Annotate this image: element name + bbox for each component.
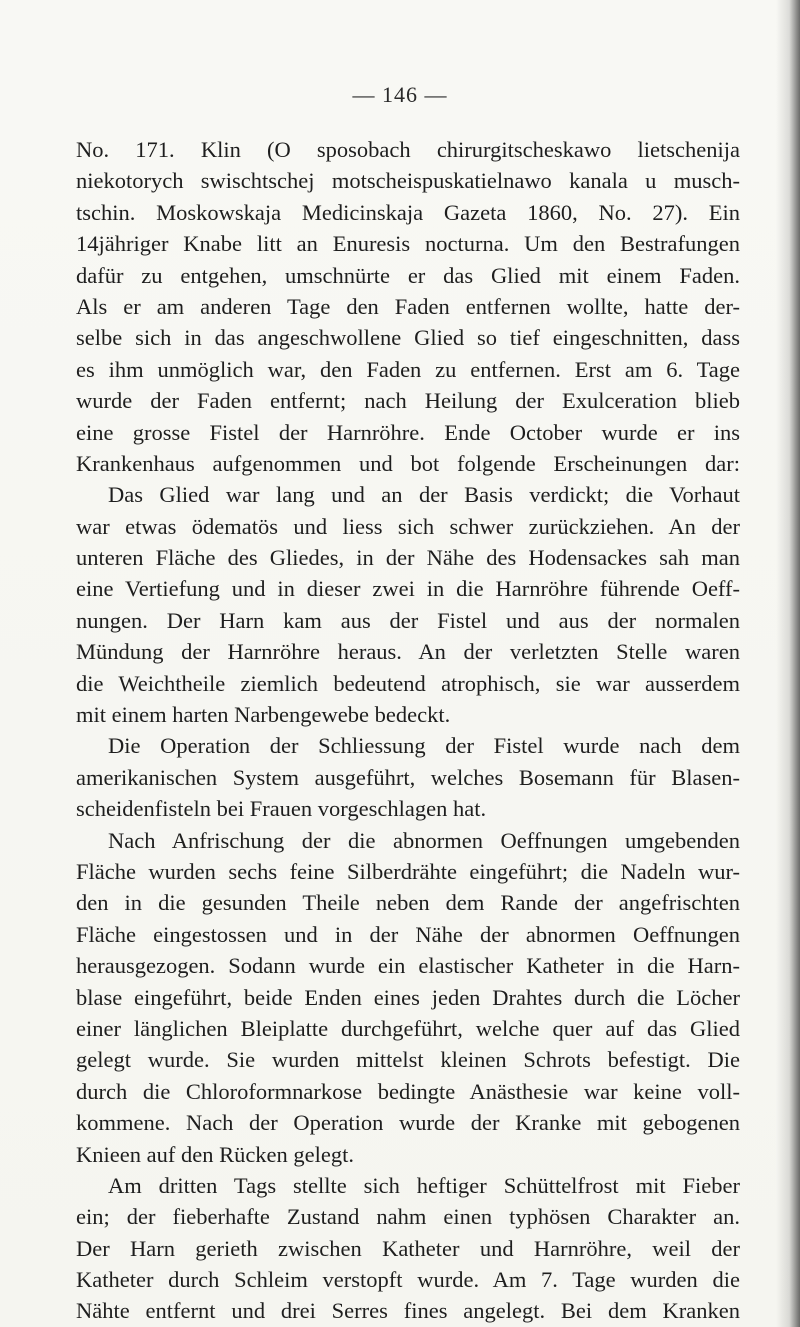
text-line: eine grosse Fistel der Harnröhre. Ende October wurde er ins xyxy=(76,419,740,445)
text-line: eine Vertiefung und in dieser zwei in die Harnröhre führende Oeff- xyxy=(76,576,740,602)
text-line: nungen. Der Harn kam aus der Fistel und aus der normalen xyxy=(76,607,740,633)
text-line: Nähte entfernt und drei Serres fines angelegt. Bei dem Kranken xyxy=(76,1298,740,1324)
text-line: dafür zu entgehen, umschnürte er das Glied mit einem Faden. xyxy=(76,262,740,288)
text-line: einer länglichen Bleiplatte durchgeführt, welche quer auf das Glied xyxy=(76,1015,740,1041)
text-line: Am dritten Tags stellte sich heftiger Schüttelfrost mit Fieber xyxy=(108,1172,740,1198)
text-line: Nach Anfrischung der die abnormen Oeffnungen umgebenden xyxy=(108,827,740,853)
text-line: selbe sich in das angeschwollene Glied so tief eingeschnitten, dass xyxy=(76,325,740,351)
text-line: den in die gesunden Theile neben dem Rande der angefrischten xyxy=(76,890,740,916)
text-line: unteren Fläche des Gliedes, in der Nähe des Hodensackes sah man xyxy=(76,545,740,571)
text-line: durch die Chloroformnarkose bedingte Anästhesie war keine voll- xyxy=(76,1078,740,1104)
page-number: — 146 — xyxy=(352,82,448,107)
text-line: die Weichtheile ziemlich bedeutend atrophisch, sie war ausserdem xyxy=(76,670,740,696)
text-line: niekotorych swischtschej motscheispuskatielnawo kanala u musch- xyxy=(76,168,740,194)
text-line: 14jähriger Knabe litt an Enuresis nocturna. Um den Bestrafungen xyxy=(76,231,740,257)
text-line: scheidenfisteln bei Frauen vorgeschlagen hat. xyxy=(76,796,487,822)
text-line: Die Operation der Schliessung der Fistel wurde nach dem xyxy=(108,733,740,759)
text-line: No. 171. Klin (O sposobach chirurgitscheskawo lietschenija xyxy=(76,137,740,162)
text-line: amerikanischen System ausgeführt, welches Bosemann für Blasen- xyxy=(76,764,740,790)
text-line: gelegt wurde. Sie wurden mittelst kleinen Schrots befestigt. Die xyxy=(76,1047,740,1073)
page-edge-shadow xyxy=(776,0,800,1327)
text-line: wurde der Faden entfernt; nach Heilung der Exulceration blieb xyxy=(76,388,740,414)
text-line: blase eingeführt, beide Enden eines jeden Drahtes durch die Löcher xyxy=(76,984,740,1010)
text-line: Katheter durch Schleim verstopft wurde. Am 7. Tage wurden die xyxy=(76,1267,740,1293)
text-line: tschin. Moskowskaja Medicinskaja Gazeta 1860, No. 27). Ein xyxy=(76,199,740,225)
text-line: herausgezogen. Sodann wurde ein elastischer Katheter in die Harn- xyxy=(76,953,740,979)
text-line: war etwas ödematös und liess sich schwer zurückziehen. An der xyxy=(76,513,740,539)
text-line: Knieen auf den Rücken gelegt. xyxy=(76,1141,355,1167)
text-line: Krankenhaus aufgenommen und bot folgende Erscheinungen dar: xyxy=(76,450,740,476)
text-line: Das Glied war lang und an der Basis verdickt; die Vorhaut xyxy=(108,482,740,508)
text-line: es ihm unmöglich war, den Faden zu entfernen. Erst am 6. Tage xyxy=(76,356,740,382)
body-text xyxy=(76,134,740,1327)
text-line: ein; der fieberhafte Zustand nahm einen typhösen Charakter an. xyxy=(76,1204,740,1230)
text-line: mit einem harten Narbengewebe bedeckt. xyxy=(76,702,451,728)
text-line: Mündung der Harnröhre heraus. An der verletzten Stelle waren xyxy=(76,639,740,665)
text-line: Fläche wurden sechs feine Silberdrähte eingeführt; die Nadeln wur- xyxy=(76,858,740,884)
text-line: kommene. Nach der Operation wurde der Kranke mit gebogenen xyxy=(76,1110,740,1136)
text-line: Als er am anderen Tage den Faden entfernen wollte, hatte der- xyxy=(76,293,740,319)
text-line: Der Harn gerieth zwischen Katheter und Harnröhre, weil der xyxy=(76,1235,740,1261)
text-line: Fläche eingestossen und in der Nähe der abnormen Oeffnungen xyxy=(76,921,740,947)
